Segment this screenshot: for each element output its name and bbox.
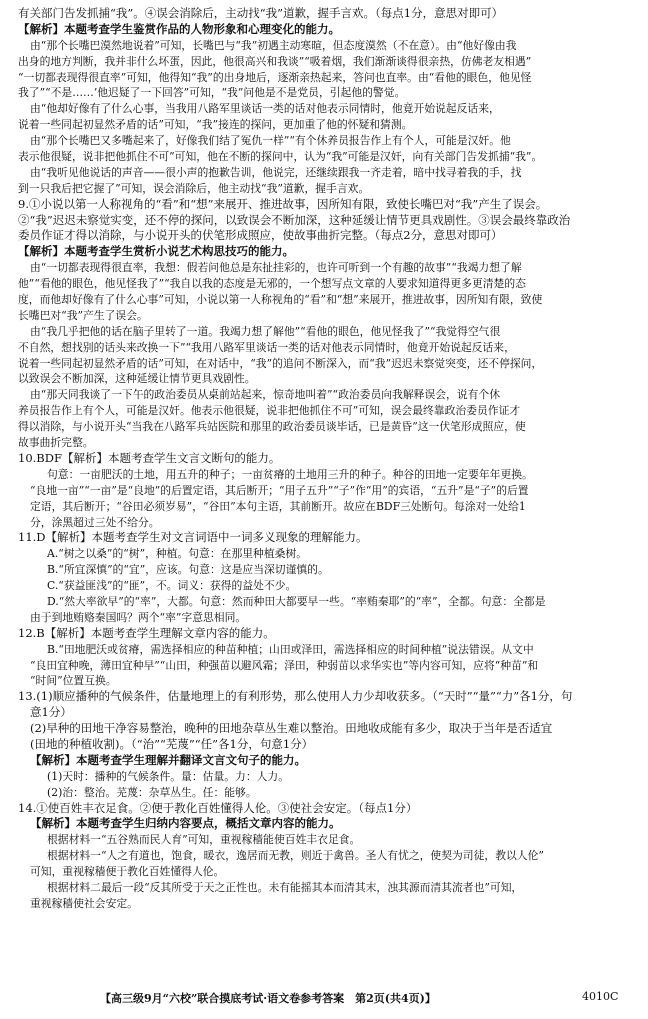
text-line: (1)天时：播种的气候条件。量：估量。力：人力。 [47,769,290,783]
text-line: 养员报告作上有个人，可能是汉奸。他表示他很疑，说非把他抓住不可”可知，误会最终靠政治委员作证才 [18,404,521,418]
text-line: 由“我几乎把他的话在脑子里转了一道。我竭力想了解他”“看他的眼色，他见怪我了”“我觉得空气很 [30,324,501,338]
text-line: 根据材料一“五谷熟而民人育”可知，重视稼穑能使百姓丰衣足食。 [47,833,361,847]
text-line: 分，涂黑超过三处不给分。 [30,515,160,529]
text-line: “良地一亩”“一亩”是“良地”的后置定语，其后断开；“用子五升”“子”作“用”的宾语，“五升”是“子”的后置 [30,483,529,497]
text-line: 由“他却好像有了什么心事，当我用八路军里谈话一类的话对他表示同情时，他竟开始说起反话来， [30,102,500,116]
page-footer [0,990,648,1010]
text-line: 10.BDF【解析】本题考查学生文言文断句的能力。 [18,450,281,465]
footer-title: 【高三级9月“六校”联合摸底考试·语文卷参考答案 第2页(共4页)】 [100,992,436,1005]
text-line: 由“那个长嘴巴漠然地说着”可知，长嘴巴与“我”初遇主动寒暄，但态度漠然（不在意）。由“他好像由我 [30,38,517,52]
text-line: 根据材料一“人之有道也，饱食，暖衣，逸居而无教，则近于禽兽。圣人有忧之，使契为司徒，教以人伦” [47,849,544,863]
text-line: 长嘴巴对“我”产生了误会。 [18,308,148,322]
text-line: 11.D【解析】本题考查学生对文言词语中一词多义现象的理解能力。 [18,530,368,545]
text-line: “时间”位置互换。 [30,674,117,688]
text-line: 9.①小说以第一人称视角的“看”和“想”来展开、推进故事，因所知有限，致使长嘴巴对“我”产生了误会。 [18,196,548,211]
text-line: 由“那个长嘴巴又多嘴起来了，好像我们结了冤仇一样”“有个休养员报告作上有个人，可能是汉奸。他 [30,134,511,148]
text-line: B.“田地肥沃或贫瘠，需选择相应的种苗种植；山田或泽田，需选择相应的时间种植”说法错误。从文中 [47,642,534,656]
text-line: 故事曲折完整。 [18,436,94,450]
text-line: B.“所宜深慎”的“宜”，应该。句意：这是应当深切谨慎的。 [47,563,329,577]
text-line: 说着一些同起初显然矛盾的话”可知，在对话中，“我”的追问不断深入，而“我”迟迟未察觉突变，还不停探问， [18,356,543,370]
text-line: (2)治：整治。芜蔑：杂草丛生。任：能够。 [47,785,257,799]
text-line: 由“那天同我谈了一下午的政治委员从桌前站起来，惊奇地叫着”“政治委员向我解释误会，说有个休 [30,388,501,402]
text-line: “一切都表现得很直率”可知，他得知“我”的出身地后，逐渐亲热起来，答问也直率。由“看他的眼色，他见怪 [18,70,532,84]
text-line: D.“然大率欲早”的“率”，大都。句意：然而种田大都要早一些。“率贿秦耶”的“率”，全都。句意：全都是 [47,594,546,608]
text-line: 由“一切都表现得很直率，我想：假若问他总是东扯挂彩的，也许可听到一个有趣的故事”“我竭力想了解 [30,261,522,275]
text-line: 由于到地贿赂秦国吗？两个“率”字意思相同。 [30,610,247,624]
text-line: 【解析】本题考查学生归纳内容要点，概括文章内容的能力。 [30,816,341,831]
text-line: 重视稼穑使社会安定。 [30,896,138,910]
text-line: 委员作证才得以消除，与小说开头的伏笔形成照应，使故事曲折完整。（每点2分，意思对即可） [18,228,503,243]
answer-text-body [0,6,648,912]
text-line: 由“我听见他说话的声音——很小声的抱歉告训，他说完，还继续跟我一齐走着，暗中找寻着我的手，找 [30,165,522,179]
text-line: C.“获益匪浅”的“匪”，不。词义：获得的益处不少。 [47,579,297,593]
text-line: 出身的地方判断，我并非什么坏蛋，因此，他很高兴和我谈”“吸着烟，我们渐渐谈得很亲热，仿佛老友相遇” [18,54,532,68]
text-line: 得以消除，与小说开头“当我在八路军兵站医院和那里的政治委员谈毕话，已是黄昏”这一伏笔形成照应，使 [18,420,526,434]
text-line: 【解析】本题考查学生赏析小说艺术构思技巧的能力。 [18,244,294,259]
text-line: 14.①使百姓丰衣足食。②便于教化百姓懂得人伦。③使社会安定。（每点1分） [18,800,418,815]
text-line: 【解析】本题考查学生理解并翻译文言文句子的能力。 [30,752,306,767]
text-line: ②“我”迟迟未察觉实变，还不停的探问，以致误会不断加深，这种延缓让情节更具戏剧性。③误会最终靠政治 [18,212,571,227]
text-line: (2)早种的田地干净容易整治，晚种的田地杂草丛生难以整治。田地收成能有多少，取决于当年是否适宜 [30,721,553,736]
text-line: 说着一些同起初显然矛盾的话”可知，“我”接连的探问，更加重了他的怀疑和猜测。 [18,118,413,132]
text-line: 12.B【解析】本题考查学生理解文章内容的能力。 [18,625,275,640]
text-line: 不自然，想找别的话头来改换一下”“我用八路军里谈话一类的话对他表示同情时，他竟开始说起反话来， [18,340,515,354]
footer-code: 4010C [582,990,619,1003]
text-line: 度，而他却好像有了什么心事”可知，小说以第一人称视角的“看”和“想”来展开，推进故事，因所知有限，致使 [18,293,543,307]
text-line: 可知，重视稼穑便于教化百姓懂得人伦。 [30,865,225,879]
text-line: 【解析】本题考查学生鉴赏作品的人物形象和心理变化的能力。 [18,21,340,36]
text-line: 以致误会不断加深，这种延缓让情节更具戏剧性。 [18,372,256,386]
text-line: 表示他很疑，说非把他抓住不可”可知，他在不断的探问中，认为“我”可能是汉奸，向有关部门告发抓捕“我”。 [18,150,543,164]
text-line: 他”“看他的眼色，他见怪我了”“我自以我的态度是无邪的，一个想写点文章的人要求知道得更多更清楚的态 [18,277,526,291]
text-line: 根据材料二最后一段“反其所受于天之正性也。未有能摇其本而清其末，浊其源而清其流者也”可知， [47,880,523,894]
text-line: 意1分） [30,705,72,720]
text-line: 13.(1)顺应播种的气候条件，估量地理上的有利形势，那么使用人力少却收获多。（“天时”“量”“力”各1分，句 [18,689,573,704]
text-line: 定语，其后断开；“谷田必须岁易”，“谷田”本句主语，其前断开。故应在BDF三处断句。每涂对一处给1 [30,499,526,513]
text-line: 到一只我后把它握了”可知，误会消除后，他主动找“我”道歉，握手言欢。 [18,181,370,195]
text-line: 我了”“不是……’他迟疑了一下回答”可知，“我”问他是不是党员，引起他的警觉。 [18,86,406,100]
text-line: 句意：一亩肥沃的土地，用五升的种子；一亩贫瘠的土地用三升的种子。种谷的田地一定要年年更换。 [47,467,533,481]
text-line: (田地的种植收割)。（“治”“芜蔑”“任”各1分，句意1分） [30,736,314,751]
text-line: “良田宜种晚，薄田宜种早”“山田，种强苗以避风霜；泽田，种弱苗以求华实也”等内容可知，应将“种苗”和 [30,658,539,672]
text-line: 有关部门告发抓捕“我”。④误会消除后，主动找“我”道歉，握手言欢。（每点1分，意思对即可） [18,6,504,20]
text-line: A.“树之以桑”的“树”，种植。句意：在那里种植桑树。 [47,547,308,561]
